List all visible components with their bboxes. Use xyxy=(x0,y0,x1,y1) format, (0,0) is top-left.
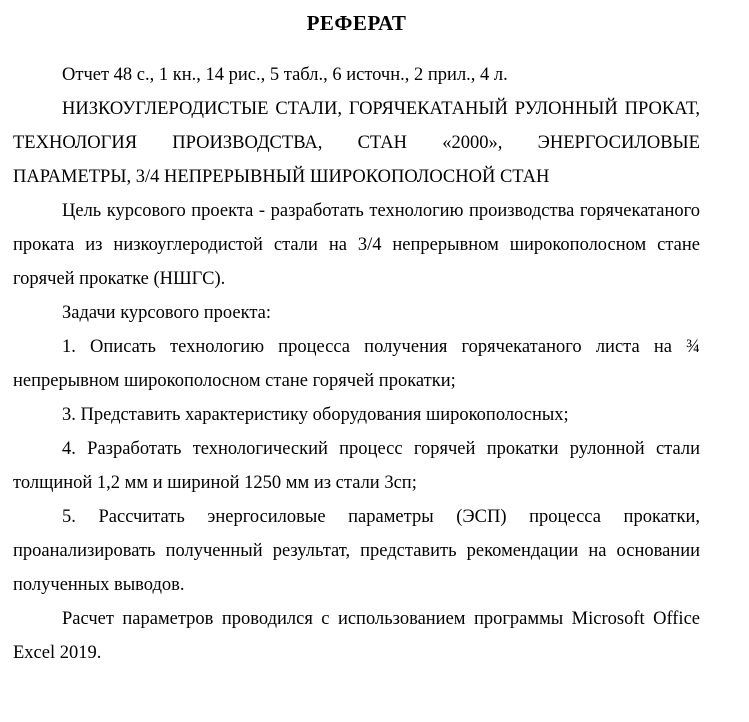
task-item: 1. Описать технологию процесса получения горячекатаного листа на ¾ непрерывном широкополосном стане горячей прокатки; xyxy=(13,337,700,391)
task-item: 5. Рассчитать энергосиловые параметры (ЭСП) процесса прокатки, проанализировать полученный результат, представить рекомендации на основании полученных выводов. xyxy=(13,507,700,595)
report-summary: Отчет 48 с., 1 кн., 14 рис., 5 табл., 6 источн., 2 прил., 4 л. xyxy=(62,65,508,85)
keywords-paragraph: НИЗКОУГЛЕРОДИСТЫЕ СТАЛИ, ГОРЯЧЕКАТАНЫЙ РУЛОННЫЙ ПРОКАТ, ТЕХНОЛОГИЯ ПРОИЗВОДСТВА, СТАН «2000», ЭНЕРГОСИЛОВЫЕ ПАРАМЕТРЫ, 3/4 НЕПРЕРЫВНЫЙ ШИРОКОПОЛОСНОЙ СТАН xyxy=(13,99,700,187)
page-title: РЕФЕРАТ xyxy=(306,11,407,35)
calculation-note: Расчет параметров проводился с использованием программы Microsoft Office Excel 2019. xyxy=(13,609,700,663)
task-item: 3. Представить характеристику оборудования широкополосных; xyxy=(62,405,569,425)
document-page xyxy=(13,8,700,670)
tasks-heading: Задачи курсового проекта: xyxy=(62,303,271,323)
task-item: 4. Разработать технологический процесс горячей прокатки рулонной стали толщиной 1,2 мм и шириной 1250 мм из стали 3сп; xyxy=(13,439,700,493)
goal-paragraph: Цель курсового проекта - разработать технологию производства горячекатаного проката из низкоуглеродистой стали на 3/4 непрерывном широкополосном стане горячей прокатке (НШГС). xyxy=(13,201,700,289)
